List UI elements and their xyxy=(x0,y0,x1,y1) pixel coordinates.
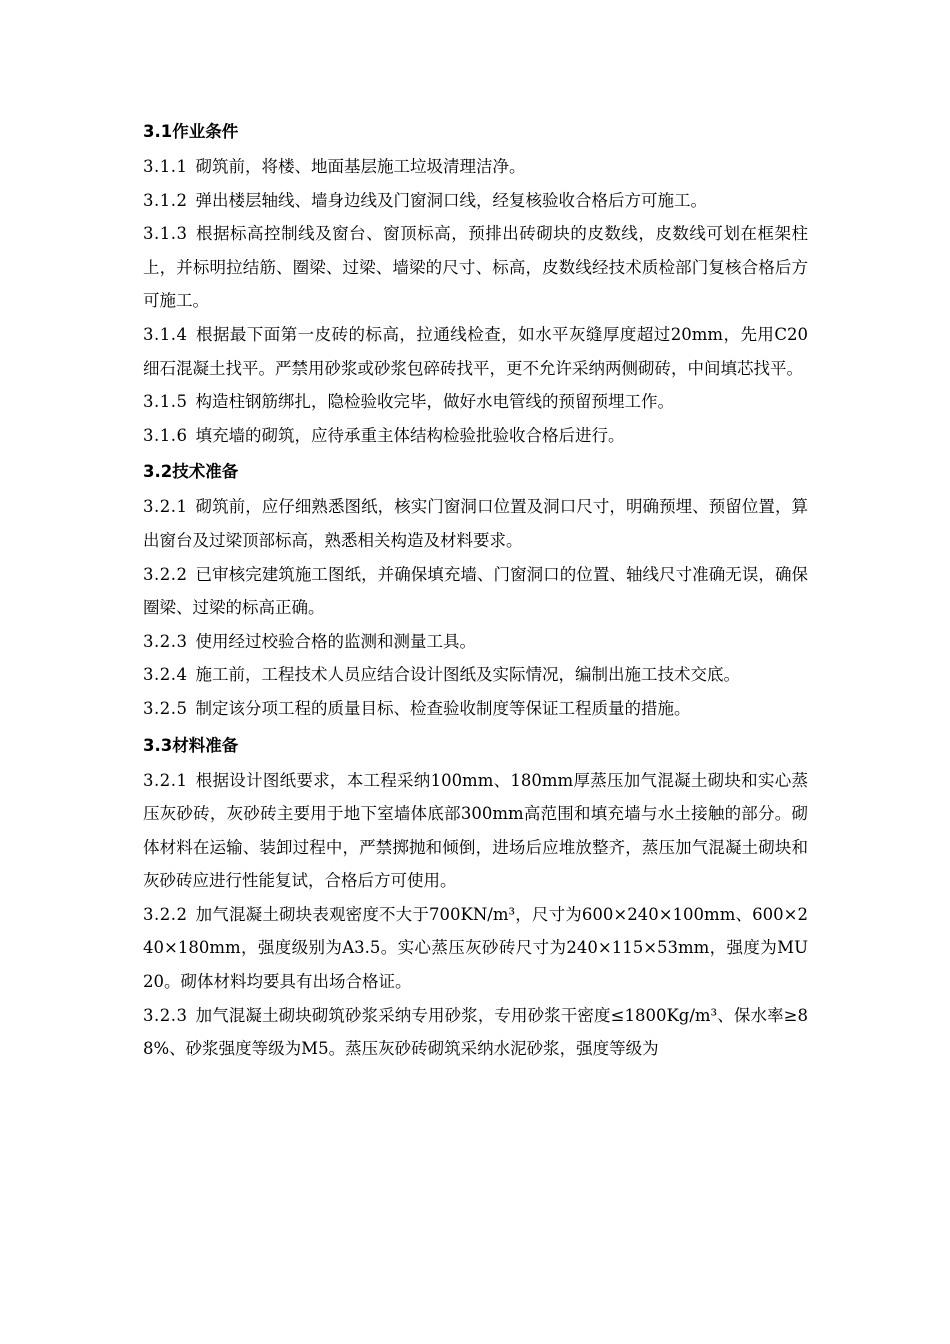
paragraph xyxy=(143,898,808,999)
paragraph xyxy=(143,999,808,1066)
clause-text: 弹出楼层轴线、墙身边线及门窗洞口线，经复核验收合格后方可施工。 xyxy=(195,190,707,210)
paragraph xyxy=(143,184,808,218)
paragraph xyxy=(143,385,808,419)
clause-number: 3.2.3 xyxy=(143,631,188,651)
section-material-preparation xyxy=(143,732,808,1066)
paragraph xyxy=(143,764,808,898)
clause-number: 3.1.3 xyxy=(143,224,188,244)
paragraph xyxy=(143,658,808,692)
clause-text: 砌筑前，将楼、地面基层施工垃圾清理洁净。 xyxy=(195,157,526,176)
clause-number: 3.1.5 xyxy=(143,392,188,412)
clause-text: 加气混凝土砌块表观密度不大于700KN/m³，尺寸为600×240×100mm、600×240×180mm，强度级别为A3.5。实心蒸压灰砂砖尺寸为240×115×53mm，强度为MU20。砌体材料均要具有出场合格证。 xyxy=(143,904,808,992)
clause-number: 3.1.4 xyxy=(143,324,188,344)
clause-number: 3.2.1 xyxy=(143,497,188,517)
clause-number: 3.2.4 xyxy=(143,665,188,685)
clause-text: 砌筑前，应仔细熟悉图纸，核实门窗洞口位置及洞口尺寸，明确预埋、预留位置，算出窗台及过梁顶部标高，熟悉相关构造及材料要求。 xyxy=(143,497,808,550)
section-technical-preparation xyxy=(143,458,808,725)
clause-number: 3.2.1 xyxy=(143,770,188,790)
paragraph xyxy=(143,150,808,184)
clause-number: 3.1.2 xyxy=(143,190,188,210)
paragraph xyxy=(143,318,808,385)
paragraph xyxy=(143,625,808,659)
clause-text: 构造柱钢筋绑扎，隐检验收完毕，做好水电管线的预留预埋工作。 xyxy=(195,392,674,412)
paragraph xyxy=(143,558,808,625)
section-heading: 3.3材料准备 xyxy=(143,735,239,755)
paragraph xyxy=(143,217,808,318)
clause-text: 制定该分项工程的质量目标、检查验收制度等保证工程质量的措施。 xyxy=(195,698,691,718)
clause-text: 使用经过校验合格的监测和测量工具。 xyxy=(195,631,476,651)
paragraph xyxy=(143,419,808,453)
clause-text: 加气混凝土砌块砌筑砂浆采纳专用砂浆，专用砂浆干密度≤1800Kg/m³、保水率≥88%、砂浆强度等级为M5。蒸压灰砂砖砌筑采纳水泥砂浆，强度等级为 xyxy=(143,1005,808,1059)
section-work-conditions xyxy=(143,118,808,452)
clause-text: 根据设计图纸要求，本工程采纳100mm、180mm厚蒸压加气混凝土砌块和实心蒸压灰砂砖，灰砂砖主要用于地下室墙体底部300mm高范围和填充墙与水土接触的部分。砌体材料在运输、装卸过程中，严禁掷抛和倾倒，进场后应堆放整齐，蒸压加气混凝土砌块和灰砂砖应进行性能复试，合格后方可使用。 xyxy=(143,770,808,891)
section-heading: 3.2技术准备 xyxy=(143,462,239,482)
clause-number: 3.2.3 xyxy=(143,1005,188,1025)
section-heading: 3.1作业条件 xyxy=(143,122,239,141)
paragraph xyxy=(143,490,808,557)
clause-text: 已审核完建筑施工图纸，并确保填充墙、门窗洞口的位置、轴线尺寸准确无误，确保圈梁、过梁的标高正确。 xyxy=(143,564,808,618)
clause-number: 3.2.5 xyxy=(143,698,188,718)
clause-number: 3.2.2 xyxy=(143,564,188,584)
clause-text: 施工前，工程技术人员应结合设计图纸及实际情况，编制出施工技术交底。 xyxy=(195,665,740,685)
clause-text: 根据标高控制线及窗台、窗顶标高，预排出砖砌块的皮数线，皮数线可划在框架柱上，并标明拉结筋、圈梁、过梁、墙梁的尺寸、标高，皮数线经技术质检部门复核合格后方可施工。 xyxy=(143,224,808,311)
clause-text: 填充墙的砌筑，应待承重主体结构检验批验收合格后进行。 xyxy=(195,425,625,445)
clause-number: 3.1.6 xyxy=(143,425,188,445)
paragraph xyxy=(143,692,808,726)
document-page xyxy=(143,118,808,1066)
clause-number: 3.1.1 xyxy=(143,157,188,176)
clause-number: 3.2.2 xyxy=(143,904,188,924)
clause-text: 根据最下面第一皮砖的标高，拉通线检查，如水平灰缝厚度超过20mm，先用C20细石混凝土找平。严禁用砂浆或砂浆包碎砖找平，更不允许采纳两侧砌砖，中间填芯找平。 xyxy=(143,324,808,378)
